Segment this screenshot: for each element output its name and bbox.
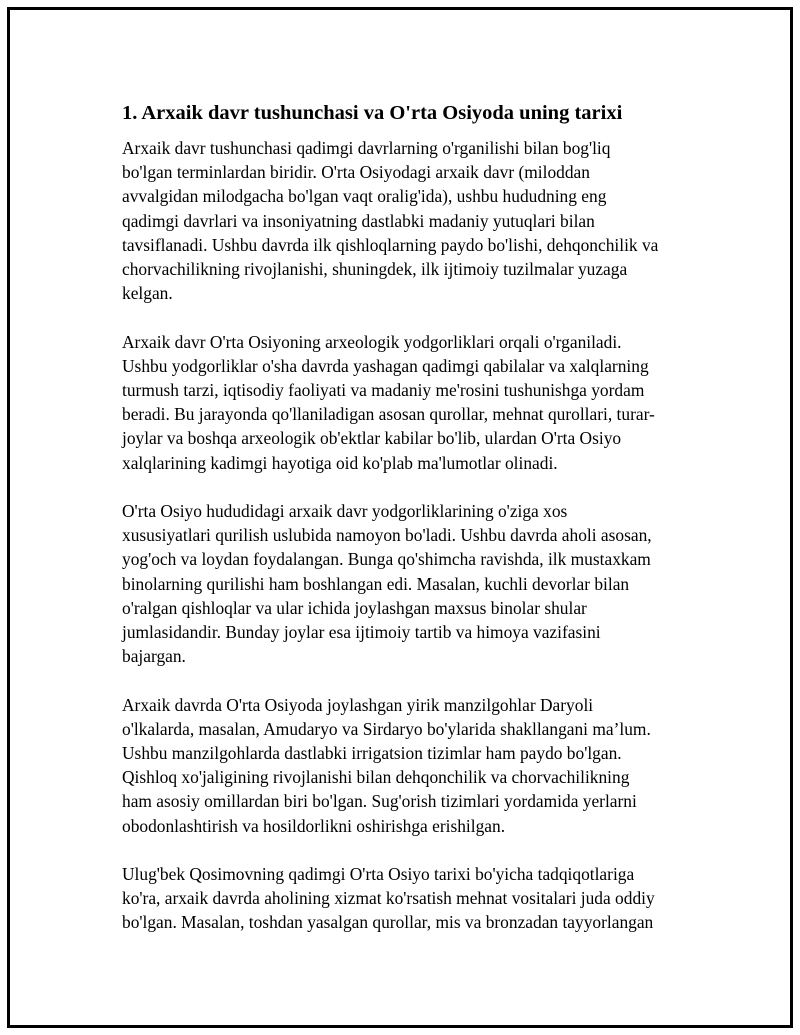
section-heading: 1. Arxaik davr tushunchasi va O'rta Osiyoda uning tarixi xyxy=(122,102,623,124)
text-line: Qishloq xo'jaligining rivojlanishi bilan dehqonchilik va chorvachilikning xyxy=(122,767,630,788)
text-line: Ushbu yodgorliklar o'sha davrda yashagan qadimgi qabilalar va xalqlarning xyxy=(122,355,649,376)
text-line: qadimgi davrlari va insoniyatning dastlabki madaniy yutuqlari bilan xyxy=(122,210,595,231)
paragraph-4 xyxy=(122,693,694,838)
text-line: ko'ra, arxaik davrda aholining xizmat ko'rsatish mehnat vositalari juda oddiy xyxy=(122,888,655,909)
text-line: tavsiflanadi. Ushbu davrda ilk qishloqlarning paydo bo'lishi, dehqonchilik va xyxy=(122,234,659,255)
text-line: xususiyatlari qurilish uslubida namoyon bo'ladi. Ushbu davrda aholi asosan, xyxy=(122,525,652,546)
page-frame xyxy=(7,7,793,1028)
text-line: O'rta Osiyo hududidagi arxaik davr yodgorliklarining o'ziga xos xyxy=(122,501,568,522)
paragraph-3 xyxy=(122,499,694,668)
text-line: Arxaik davr tushunchasi qadimgi davrlarning o'rganilishi bilan bog'liq xyxy=(122,138,611,158)
text-line: o'lkalarda, masalan, Amudaryo va Sirdaryo bo'ylarida shakllangani ma’lum. xyxy=(122,718,651,739)
text-line: Arxaik davrda O'rta Osiyoda joylashgan yirik manzilgohlar Daryoli xyxy=(122,694,594,715)
text-line: o'ralgan qishloqlar va ular ichida joylashgan maxsus binolar shular xyxy=(122,597,587,618)
text-line: bajargan. xyxy=(122,646,186,667)
paragraph-5 xyxy=(122,862,694,935)
text-line: bo'lgan. Masalan, toshdan yasalgan qurollar, mis va bronzadan tayyorlangan xyxy=(122,912,654,933)
text-line: beradi. Bu jarayonda qo'llaniladigan asosan qurollar, mehnat qurollari, turar- xyxy=(122,404,655,425)
text-line: xalqlarining kadimgi hayotiga oid ko'plab ma'lumotlar olinadi. xyxy=(122,452,558,473)
text-line: Ulug'bek Qosimovning qadimgi O'rta Osiyo tarixi bo'yicha tadqiqotlariga xyxy=(122,864,635,885)
text-line: turmush tarzi, iqtisodiy faoliyati va madaniy me'rosini tushunishga yordam xyxy=(122,380,645,401)
paragraph-2 xyxy=(122,330,694,475)
text-line: ham asosiy omillardan biri bo'lgan. Sug'orish tizimlari yordamida yerlarni xyxy=(122,791,637,812)
text-line: joylar va boshqa arxeologik ob'ektlar kabilar bo'lib, ulardan O'rta Osiyo xyxy=(122,428,622,449)
text-line: avvalgidan milodgacha bo'lgan vaqt oralig'ida), ushbu hududning eng xyxy=(122,186,607,207)
text-line: kelgan. xyxy=(122,283,173,304)
text-line: Ushbu manzilgohlarda dastlabki irrigatsion tizimlar ham paydo bo'lgan. xyxy=(122,743,622,764)
text-line: Arxaik davr O'rta Osiyoning arxeologik yodgorliklari orqali o'rganiladi. xyxy=(122,331,622,352)
text-line: jumlasidandir. Bunday joylar esa ijtimoiy tartib va himoya vazifasini xyxy=(122,622,601,643)
text-line: binolarning qurilishi ham boshlangan edi. Masalan, kuchli devorlar bilan xyxy=(122,573,630,594)
text-line: obodonlashtirish va hosildorlikni oshirishga erishilgan. xyxy=(122,815,506,836)
document-body xyxy=(122,100,694,959)
text-line: yog'och va loydan foydalangan. Bunga qo'shimcha ravishda, ilk mustaxkam xyxy=(122,549,651,570)
text-line: chorvachilikning rivojlanishi, shuningdek, ilk ijtimoiy tuzilmalar yuzaga xyxy=(122,259,628,280)
paragraph-1 xyxy=(122,136,694,305)
text-line: bo'lgan terminlardan biridir. O'rta Osiyodagi arxaik davr (miloddan xyxy=(122,162,590,183)
